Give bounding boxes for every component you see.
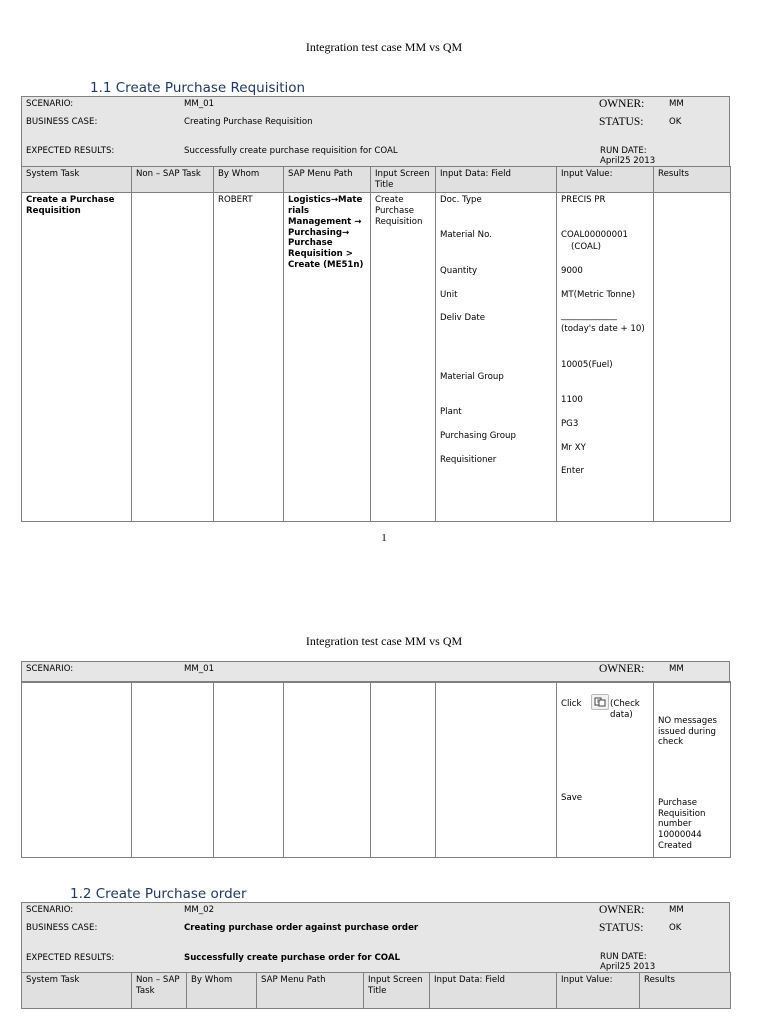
value-requisitioner: Mr XY	[561, 443, 586, 454]
value-purchasing-group: PG3	[561, 419, 579, 430]
col-results: Results	[640, 973, 731, 1009]
field-plant: Plant	[440, 407, 462, 418]
scenario-meta-block	[21, 96, 730, 168]
value-quantity: 9000	[561, 266, 583, 277]
system-task-cell	[22, 682, 132, 858]
system-task-cell: Create a Purchase Requisition	[22, 193, 132, 522]
col-results: Results	[654, 167, 731, 193]
non-sap-task-cell	[132, 193, 214, 522]
by-whom-cell	[214, 682, 284, 858]
business-case-value: Creating Purchase Requisition	[184, 117, 313, 127]
col-input-value: Input Value:	[557, 167, 654, 193]
run-date-label: RUN DATE:	[600, 952, 647, 962]
status-value: OK	[669, 923, 682, 933]
test-case-table	[21, 166, 731, 522]
input-fields-cell	[436, 193, 557, 522]
col-sap-menu-path: SAP Menu Path	[257, 973, 364, 1009]
owner-label: OWNER:	[599, 663, 645, 675]
results-cell	[654, 682, 731, 858]
screen-title-cell: Create Purchase Requisition	[371, 193, 436, 522]
expected-results-value: Successfully create purchase order for COAL	[184, 953, 400, 963]
owner-value: MM	[669, 905, 684, 915]
col-input-screen-title: Input Screen Title	[371, 167, 436, 193]
by-whom-cell: ROBERT	[214, 193, 284, 522]
field-deliv-date: Deliv Date	[440, 313, 486, 324]
section-title-2: 1.2 Create Purchase order	[70, 886, 247, 902]
business-case-label: BUSINESS CASE:	[26, 117, 98, 127]
col-by-whom: By Whom	[214, 167, 284, 193]
col-non-sap-task: Non – SAP Task	[132, 973, 187, 1009]
scenario-label: SCENARIO:	[26, 905, 74, 915]
menu-path-cell	[284, 682, 371, 858]
field-quantity: Quantity	[440, 266, 478, 277]
col-system-task: System Task	[22, 167, 132, 193]
input-values-cell	[557, 193, 654, 522]
value-enter: Enter	[561, 466, 585, 477]
table-row	[22, 682, 731, 858]
owner-label: OWNER:	[599, 98, 645, 110]
section-title: 1.1 Create Purchase Requisition	[90, 80, 306, 96]
test-case-table-2	[21, 972, 731, 1009]
click-instruction: Click	[561, 699, 582, 709]
owner-value: MM	[669, 99, 684, 109]
value-deliv-date-note: (today's date + 10)	[561, 324, 645, 335]
value-material-group: 10005(Fuel)	[561, 360, 613, 371]
expected-results-value: Successfully create purchase requisition for COAL	[184, 146, 398, 156]
status-value: OK	[669, 117, 682, 127]
value-material-no: COAL00000001	[561, 230, 629, 241]
scenario-meta-block-3	[21, 902, 730, 974]
field-purchasing-group: Purchasing Group	[440, 431, 516, 442]
status-label: STATUS:	[599, 922, 644, 934]
run-date-value: April25 2013	[600, 962, 656, 972]
result-check: NO messages issued during check	[658, 716, 718, 748]
field-unit: Unit	[440, 290, 458, 301]
page-number: 1	[381, 532, 387, 544]
expected-results-label: EXPECTED RESULTS:	[26, 146, 115, 156]
scenario-value: MM_02	[184, 905, 215, 915]
col-non-sap-task: Non – SAP Task	[132, 167, 214, 193]
table-header-row	[22, 973, 731, 1009]
non-sap-task-cell	[132, 682, 214, 858]
table-row	[22, 193, 731, 522]
save-instruction: Save	[561, 793, 583, 803]
col-system-task: System Task	[22, 973, 132, 1009]
value-plant: 1100	[561, 395, 583, 406]
results-cell	[654, 193, 731, 522]
screen-title-cell	[371, 682, 436, 858]
scenario-label: SCENARIO:	[26, 664, 74, 674]
result-created: Purchase Requisition number 10000044 Created	[658, 798, 706, 851]
value-doc-type: PRECIS PR	[561, 195, 606, 206]
col-input-screen-title: Input Screen Title	[364, 973, 430, 1009]
business-case-label: BUSINESS CASE:	[26, 923, 98, 933]
field-material-no: Material No.	[440, 230, 492, 241]
owner-label: OWNER:	[599, 904, 645, 916]
field-requisitioner: Requisitioner	[440, 455, 497, 466]
field-doc-type: Doc. Type	[440, 195, 482, 206]
run-date-value: April25 2013	[600, 156, 656, 166]
test-case-table-continued	[21, 681, 731, 858]
field-material-group: Material Group	[440, 372, 504, 383]
menu-path-cell: Logistics→Materials Management → Purchasing→ Purchase Requisition > Create (ME51n)	[284, 193, 371, 522]
business-case-value: Creating purchase order against purchase order	[184, 923, 419, 933]
expected-results-label: EXPECTED RESULTS:	[26, 953, 115, 963]
col-input-data-field: Input Data: Field	[430, 973, 557, 1009]
scenario-label: SCENARIO:	[26, 99, 74, 109]
input-fields-cell	[436, 682, 557, 858]
owner-value: MM	[669, 664, 684, 674]
col-by-whom: By Whom	[187, 973, 257, 1009]
scenario-meta-block-2	[21, 661, 730, 683]
status-label: STATUS:	[599, 116, 644, 128]
col-sap-menu-path: SAP Menu Path	[284, 167, 371, 193]
page-header: Integration test case MM vs QM	[305, 40, 463, 54]
scenario-value: MM_01	[184, 99, 215, 109]
check-data-text: (Check data)	[610, 699, 640, 720]
page-header-2: Integration test case MM vs QM	[305, 634, 463, 648]
scenario-value: MM_01	[184, 664, 215, 674]
value-deliv-date-blank: _____________	[561, 311, 617, 322]
col-input-value: Input Value:	[557, 973, 640, 1009]
table-header-row	[22, 167, 731, 193]
input-values-cell	[557, 682, 654, 858]
value-material-desc: (COAL)	[571, 242, 601, 253]
check-data-icon[interactable]	[591, 694, 609, 710]
col-input-data-field: Input Data: Field	[436, 167, 557, 193]
value-unit: MT(Metric Tonne)	[561, 290, 636, 301]
run-date-label: RUN DATE:	[600, 146, 647, 156]
